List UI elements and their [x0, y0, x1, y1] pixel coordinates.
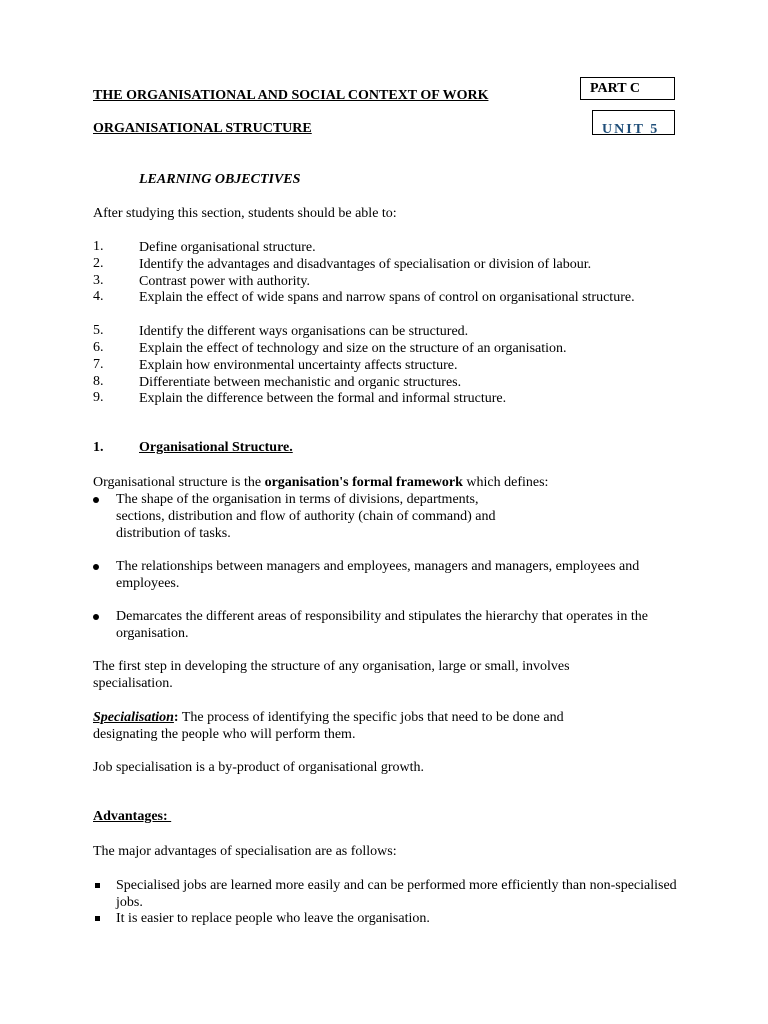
bullet-dot-icon [93, 564, 99, 570]
objectives-intro: After studying this section, students should be able to: [93, 206, 397, 221]
bullet-square-icon [95, 883, 100, 888]
advantages-heading: Advantages: [93, 809, 172, 824]
unit-label: UNIT 5 [602, 122, 660, 135]
part-label-box [580, 77, 675, 100]
section-intro: Organisational structure is the organisation's formal framework which defines: [93, 475, 549, 490]
bullet-square-icon [95, 916, 100, 921]
document-title: THE ORGANISATIONAL AND SOCIAL CONTEXT OF WORK [93, 88, 489, 103]
unit-label-box [592, 110, 675, 135]
first-step-paragraph: The first step in developing the structure of any organisation, large or small, involves specialisation. [93, 659, 570, 691]
bullet-dot-icon [93, 497, 99, 503]
bullet-dot-icon [93, 614, 99, 620]
section-heading: Organisational Structure. [139, 440, 293, 455]
part-label: PART C [590, 81, 640, 96]
document-subtitle: ORGANISATIONAL STRUCTURE [93, 121, 312, 136]
objectives-heading: LEARNING OBJECTIVES [139, 172, 301, 187]
section-number: 1. [93, 440, 104, 455]
specialisation-definition: Specialisation: The process of identifying the specific jobs that need to be done and designating the people who will perform them. [93, 710, 564, 742]
byproduct-paragraph: Job specialisation is a by-product of organisational growth. [93, 760, 425, 775]
advantages-intro: The major advantages of specialisation are as follows: [93, 844, 397, 859]
